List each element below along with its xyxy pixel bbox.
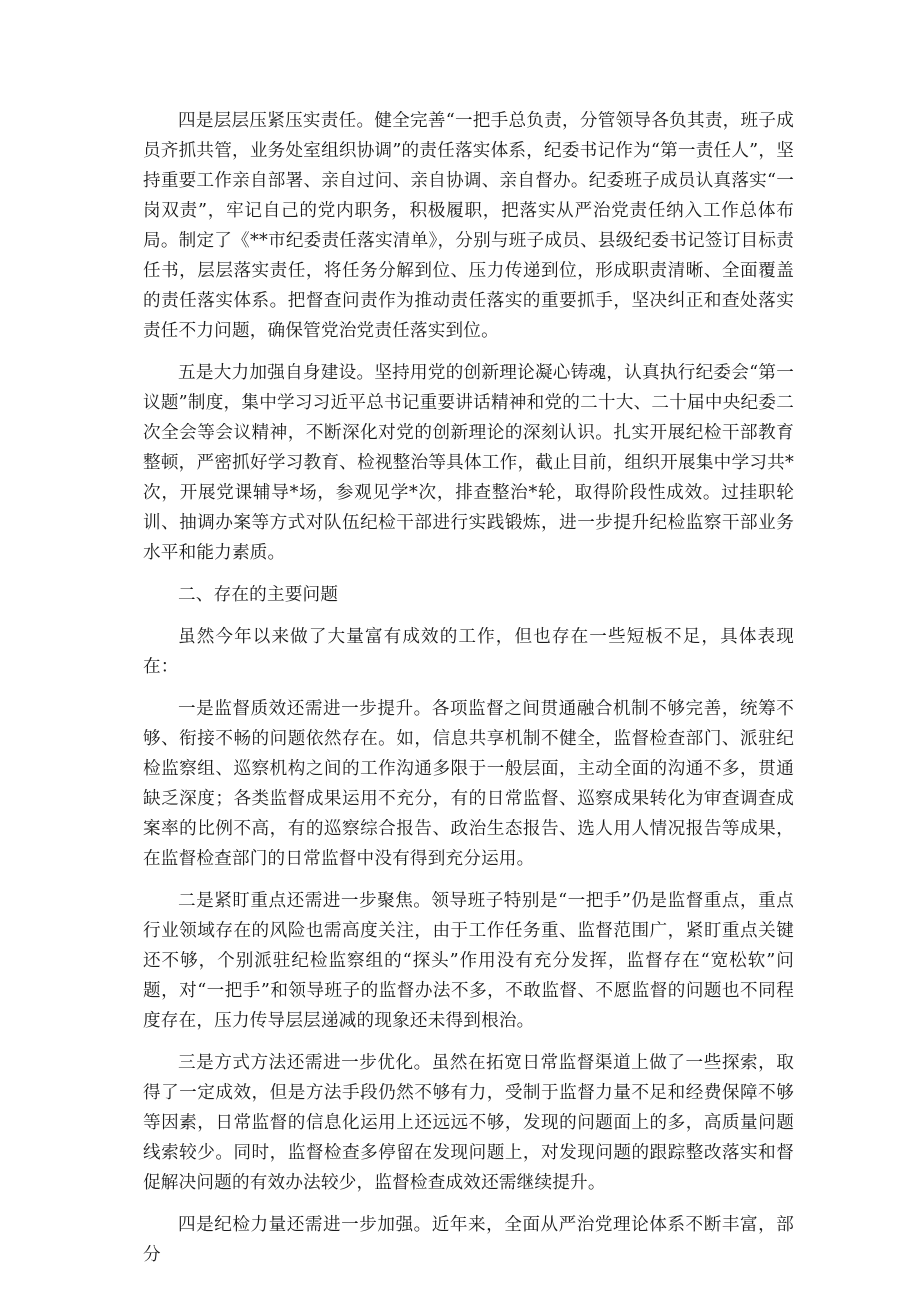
paragraph-methods: 三是方式方法还需进一步优化。虽然在拓宽日常监督渠道上做了一些探索，取得了一定成效，但是方法手段仍然不够有力，受制于监督力量不足和经费保障不够等因素，日常监督的信息化运用上还远远不够，发现的问题面上的多，高质量问题线索较少。同时，监督检查多停留在发现问题上，对发现问题的跟踪整改落实和督促解决问题的有效办法较少，监督检查成效还需继续提升。 bbox=[143, 1053, 794, 1193]
paragraph-inspection-force: 四是纪检力量还需进一步加强。近年来，全面从严治党理论体系不断丰富，部分 bbox=[143, 1215, 794, 1265]
section-heading-problems: 二、存在的主要问题 bbox=[178, 585, 339, 605]
document-page bbox=[143, 106, 794, 1282]
paragraph-self-building: 五是大力加强自身建设。坚持用党的创新理论凝心铸魂，认真执行纪委会“第一议题”制度，集中学习习近平总书记重要讲话精神和党的二十大、二十届中央纪委二次全会等会议精神，不断深化对党的创新理论的深刻认识。扎实开展纪检干部教育整顿，严密抓好学习教育、检视整治等具体工作，截止目前，组织开展集中学习共*次，开展党课辅导*场，参观见学*次，排查整治*轮，取得阶段性成效。过挂职轮训、抽调办案等方式对队伍纪检干部进行实践锻炼，进一步提升纪检监察干部业务水平和能力素质。 bbox=[143, 363, 794, 563]
paragraph-intro-problems: 虽然今年以来做了大量富有成效的工作，但也存在一些短板不足，具体表现在： bbox=[143, 627, 794, 677]
paragraph-focus-key-points: 二是紧盯重点还需进一步聚焦。领导班子特别是“一把手”仍是监督重点，重点行业领域存在的风险也需高度关注，由于工作任务重、监督范围广，紧盯重点关键还不够，个别派驻纪检监察组的“探头”作用没有充分发挥，监督存在“宽松软”问题，对“一把手”和领导班子的监督办法不多，不敢监督、不愿监督的问题也不同程度存在，压力传导层层递减的现象还未得到根治。 bbox=[143, 891, 794, 1031]
paragraph-responsibility: 四是层层压紧压实责任。健全完善“一把手总负责，分管领导各负其责，班子成员齐抓共管，业务处室组织协调”的责任落实体系，纪委书记作为“第一责任人”，坚持重要工作亲自部署、亲自过问、亲自协调、亲自督办。纪委班子成员认真落实“一岗双责”，牢记自己的党内职务，积极履职，把落实从严治党责任纳入工作总体布局。制定了《**市纪委责任落实清单》，分别与班子成员、县级纪委书记签订目标责任书，层层落实责任，将任务分解到位、压力传递到位，形成职责清晰、全面覆盖的责任落实体系。把督查问责作为推动责任落实的重要抓手，坚决纠正和查处落实责任不力问题，确保管党治党责任落实到位。 bbox=[143, 111, 794, 341]
paragraph-supervision-quality: 一是监督质效还需进一步提升。各项监督之间贯通融合机制不够完善，统筹不够、衔接不畅的问题依然存在。如，信息共享机制不健全，监督检查部门、派驻纪检监察组、巡察机构之间的工作沟通多限于一般层面，主动全面的沟通不多，贯通缺乏深度；各类监督成果运用不充分，有的日常监督、巡察成果转化为审查调查成案率的比例不高，有的巡察综合报告、政治生态报告、选人用人情况报告等成果，在监督检查部门的日常监督中没有得到充分运用。 bbox=[143, 699, 794, 869]
